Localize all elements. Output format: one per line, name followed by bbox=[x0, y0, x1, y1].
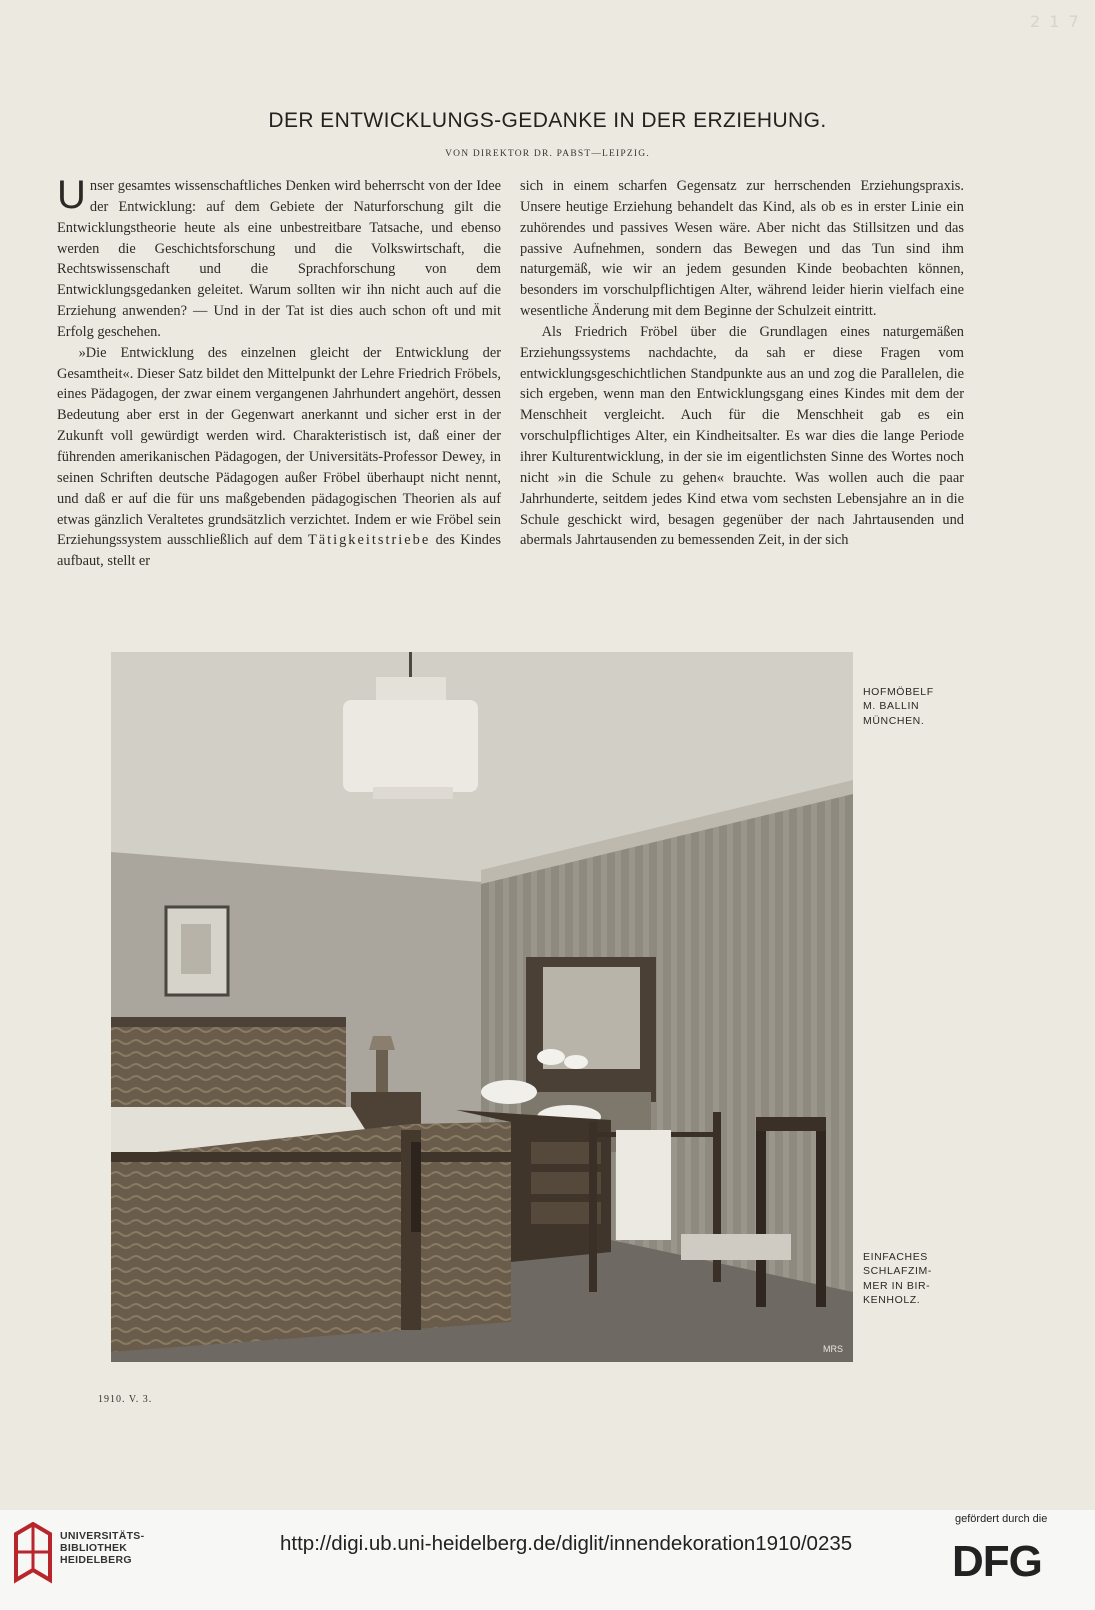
library-name-line: HEIDELBERG bbox=[60, 1554, 132, 1566]
drop-cap: U bbox=[57, 173, 86, 217]
text-column-left bbox=[57, 173, 501, 572]
plate-number: 1910. V. 3. bbox=[98, 1394, 153, 1405]
caption-line: M. BALLIN bbox=[863, 700, 920, 713]
bedroom-photo-illustration bbox=[111, 652, 853, 1362]
photo-credit-caption bbox=[863, 685, 934, 728]
permalink-url[interactable]: http://digi.ub.uni-heidelberg.de/diglit/innendekoration1910/0235 bbox=[280, 1532, 853, 1555]
library-name-line: UNIVERSITÄTS- bbox=[60, 1530, 145, 1542]
text-column-right bbox=[520, 176, 964, 551]
caption-line: MÜNCHEN. bbox=[863, 714, 925, 727]
paragraph: sich in einem scharfen Gegensatz zur herrschenden Erziehungspraxis. Unsere heutige Erziehung behandelt das Kind, als ob es in erster Linie ein zuhörendes und passives Wesen wäre. Aber nicht das Stillsitzen und das passive Aufnehmen, sondern das Bewegen und das Tun sind ihm naturgemäß, wie wir an jedem gesunden Kinde beobachten können, besonders im vorschulpflichtigen Alter, während leider hierin vielfach eine wesentliche Änderung mit dem Beginne der Schulzeit eintritt. bbox=[520, 178, 964, 320]
article-author: VON DIREKTOR DR. PABST—LEIPZIG. bbox=[445, 149, 650, 159]
paragraph bbox=[57, 343, 501, 572]
caption-line: MER IN BIR- bbox=[863, 1279, 931, 1292]
article-title: DER ENTWICKLUNGS-GEDANKE IN DER ERZIEHUNG. bbox=[268, 109, 827, 132]
library-name[interactable] bbox=[60, 1530, 144, 1566]
caption-line: SCHLAFZIM- bbox=[863, 1265, 932, 1278]
digitization-footer bbox=[0, 1510, 1095, 1610]
dfg-logo[interactable]: DFG bbox=[952, 1537, 1042, 1586]
pencil-page-mark: 2 1 7 bbox=[1030, 12, 1081, 31]
funding-label: gefördert durch die bbox=[955, 1513, 1048, 1525]
caption-line: EINFACHES bbox=[863, 1251, 928, 1263]
caption-line: HOFMÖBELF bbox=[863, 686, 934, 698]
photo-monogram: MRS bbox=[823, 1344, 843, 1354]
library-logo-icon[interactable] bbox=[12, 1522, 54, 1584]
photo-title-caption bbox=[863, 1250, 932, 1308]
caption-line: KENHOLZ. bbox=[863, 1294, 921, 1307]
spaced-emphasis: Tätigkeitstriebe bbox=[307, 532, 431, 549]
paragraph: Als Friedrich Fröbel über die Grundlagen eines naturgemäßen Erziehungssystems nachdachte, da sah er diese Fragen vom entwicklungsgeschichtlichen Standpunkte aus an und zog die Parallelen, die sich ergeben, wenn man den Entwicklungsgang eines Kindes mit dem der Menschheit vergleicht. Auch für die Menschheit gab es ein vorschulpflichtiges Alter, ein Kindheitsalter. Es war dies die lange Periode ihrer Kulturentwicklung, in der sie im eigentlichsten Sinne des Wortes noch nicht »in die Schule zu gehen« brauchte. Was wollen auch die paar Jahrhunderte, seitdem jedes Kind etwa vom sechsten Lebensjahre an in die Schule geschickt wird, besagen gegenüber der nach Jahrtausenden und abermals Jahrtausenden zu bemessenden Zeit, in der sich bbox=[520, 323, 964, 549]
library-name-line: BIBLIOTHEK bbox=[60, 1542, 128, 1554]
paragraph bbox=[57, 173, 501, 343]
paragraph-text: des Kindes aufbaut, stellt er bbox=[57, 532, 501, 570]
paragraph-text: nser gesamtes wissenschaftliches Denken wird beherrscht von der Idee der Entwicklung: auf dem Gebiete der Naturforschung gilt die Entwicklungstheorie heute als eine unbestreitbare Tatsache, und ebenso werden die Geschichtsforschung und die Volkswirtschaft, die Rechtswissenschaft und die Sprachforschung von dem Entwicklungsgedanken geleitet. Warum sollten wir ihn nicht auch auf die Erziehung anwenden? — Und in der Tat ist dies auch schon oft und mit Erfolg geschehen. bbox=[57, 178, 501, 340]
bedroom-photograph bbox=[111, 652, 853, 1362]
paragraph-text: »Die Entwicklung des einzelnen gleicht der Entwicklung der Gesamtheit«. Dieser Satz bildet den Mittelpunkt der Lehre Friedrich Fröbels, eines Pädagogen, der zwar einem vergangenen Jahrhundert angehört, dessen Bedeutung aber erst in der Gegenwart anerkannt und sicher erst in der Zukunft voll gewürdigt werden wird. Charakteristisch ist, daß einer der führenden amerikanischen Pädagogen, der Universitäts-Professor Dewey, in seinen Schriften deutsche Pädagogen außer Fröbel überhaupt nicht nennt, und daß er auf die für uns maßgebenden pädagogischen Theorien als auf etwas gänzlich Veraltetes grundsätzlich verzichtet. Indem er wie Fröbel sein Erziehungssystem ausschließlich auf dem bbox=[57, 344, 501, 549]
